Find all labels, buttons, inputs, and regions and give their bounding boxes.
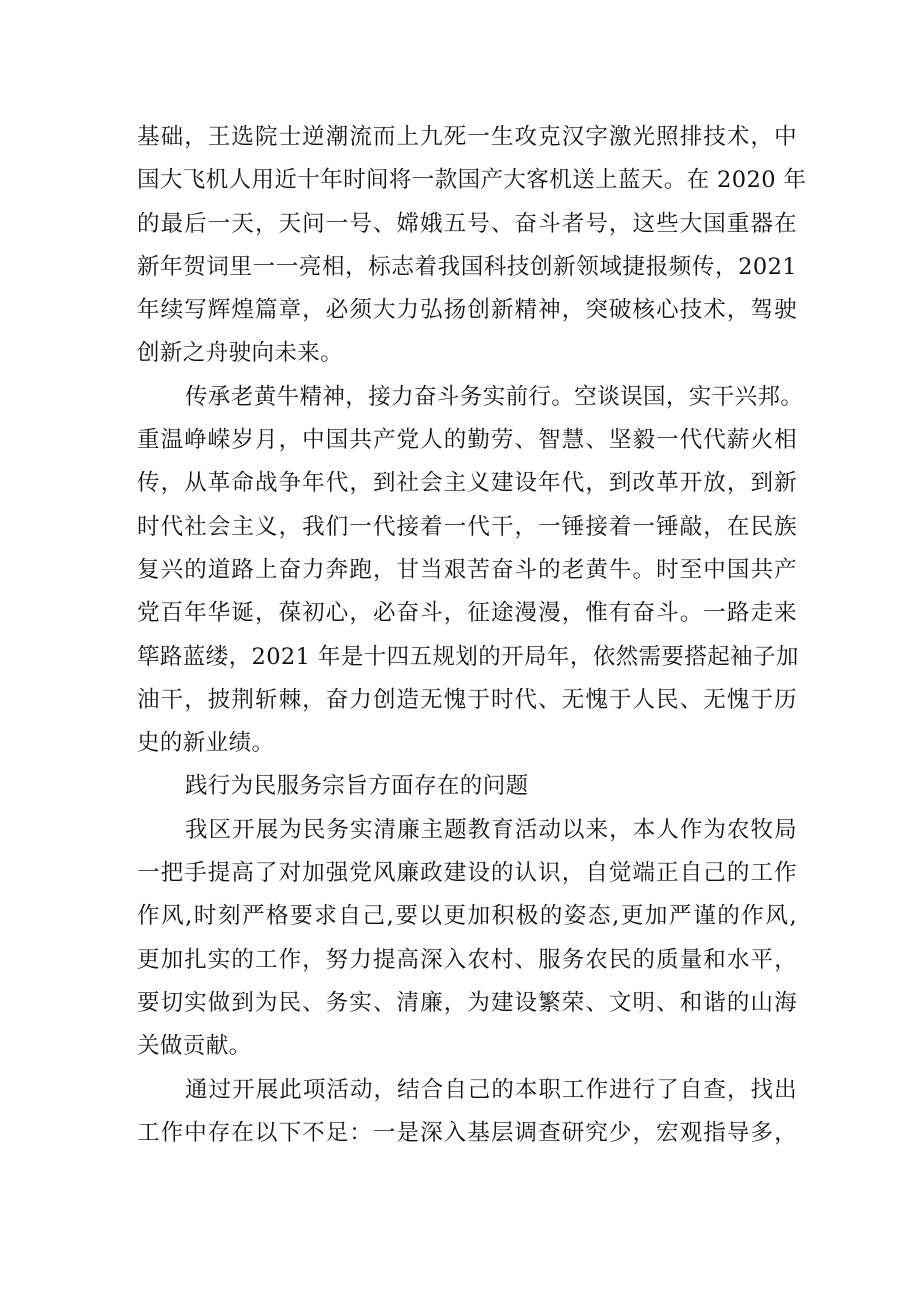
text-line: 党百年华诞，葆初心，必奋斗，征途漫漫，惟有奋斗。一路走来 <box>137 600 797 627</box>
text-line: 史的新业绩。 <box>137 730 275 757</box>
text-line: 我区开展为民务实清廉主题教育活动以来，本人作为农牧局 <box>185 816 797 843</box>
text-line: 要切实做到为民、务实、清廉，为建设繁荣、文明、和谐的山海 <box>137 989 797 1016</box>
text-line: 时代社会主义，我们一代接着一代干，一锤接着一锤敲，在民族 <box>137 513 797 540</box>
text-line: 传，从革命战争年代，到社会主义建设年代，到改革开放，到新 <box>137 470 797 497</box>
text-line: 筚路蓝缕，2021 年是十四五规划的开局年，依然需要搭起袖子加 <box>137 643 799 670</box>
text-line: 作风,时刻严格要求自己,要以更加积极的姿态,更加严谨的作风, <box>137 903 797 930</box>
text-line: 工作中存在以下不足：一是深入基层调查研究少，宏观指导多， <box>137 1119 797 1146</box>
text-line: 传承老黄牛精神，接力奋斗务实前行。空谈误国，实干兴邦。 <box>185 383 804 410</box>
text-line: 复兴的道路上奋力奔跑，甘当艰苦奋斗的老黄牛。时至中国共产 <box>137 556 797 583</box>
text-line: 国大飞机人用近十年时间将一款国产大客机送上蓝天。在 2020 年 <box>137 167 807 194</box>
text-line: 更加扎实的工作，努力提高深入农村、服务农民的质量和水平， <box>137 946 797 973</box>
text-line: 一把手提高了对加强党风廉政建设的认识，自觉端正自己的工作 <box>137 860 797 887</box>
text-line: 创新之舟驶向未来。 <box>137 340 344 367</box>
text-line: 油干，披荆斩棘，奋力创造无愧于时代、无愧于人民、无愧于历 <box>137 686 797 713</box>
text-line: 重温峥嵘岁月，中国共产党人的勤劳、智慧、坚毅一代代薪火相 <box>137 427 797 454</box>
text-line: 通过开展此项活动，结合自己的本职工作进行了自查，找出 <box>185 1076 797 1103</box>
text-line: 新年贺词里一一亮相，标志着我国科技创新领域捷报频传，2021 <box>137 253 797 280</box>
section-heading: 践行为民服务宗旨方面存在的问题 <box>185 773 529 800</box>
text-line: 的最后一天，天问一号、嫦娥五号、奋斗者号，这些大国重器在 <box>137 210 797 237</box>
document-body <box>137 116 807 1155</box>
text-line: 基础，王选院士逆潮流而上九死一生攻克汉字激光照排技术，中 <box>137 124 797 150</box>
text-line: 年续写辉煌篇章，必须大力弘扬创新精神，突破核心技术，驾驶 <box>137 297 797 324</box>
text-line: 关做贡献。 <box>137 1033 252 1060</box>
